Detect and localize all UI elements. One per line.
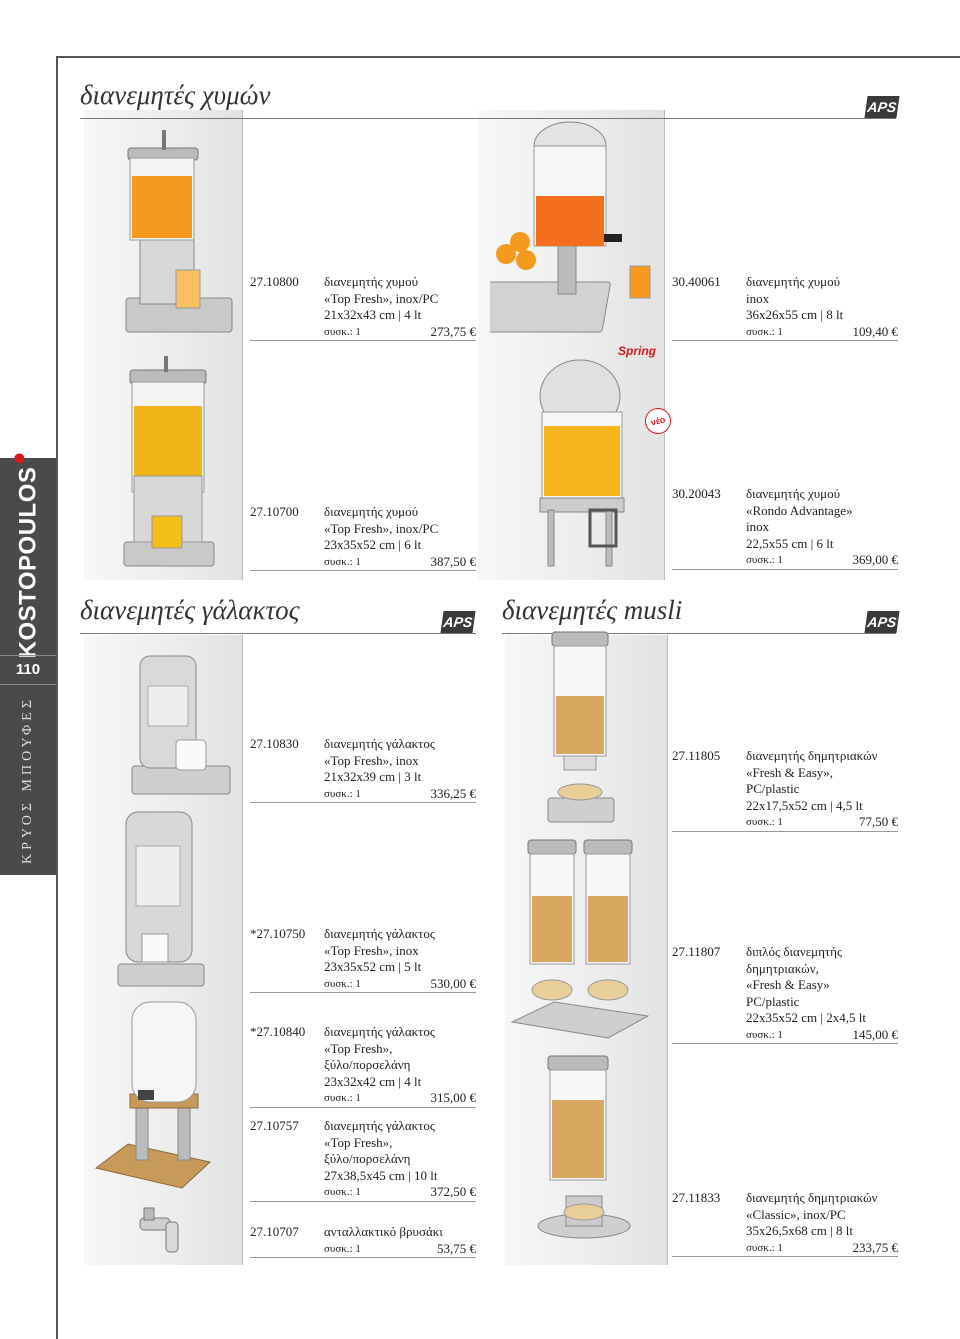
product-name: διανεμητής χυμού bbox=[746, 274, 841, 289]
juice-dispenser-6lt-image bbox=[120, 356, 220, 570]
section-title-juice: διανεμητές χυμών bbox=[80, 80, 271, 110]
pack-label: συσκ.: 1 bbox=[324, 1092, 361, 1104]
product-code: 27.10830 bbox=[250, 736, 299, 751]
product-code: 27.10700 bbox=[250, 504, 299, 519]
milk-dispenser-3lt-image bbox=[126, 636, 236, 800]
new-badge: νέο bbox=[642, 405, 674, 437]
product-detail: 22x35x52 cm | 2x4,5 lt bbox=[746, 1010, 866, 1025]
divider-v bbox=[242, 635, 243, 1265]
product-detail: ξύλο/πορσελάνη bbox=[324, 1057, 411, 1072]
pack-label: συσκ.: 1 bbox=[746, 816, 783, 828]
product-detail: 23x32x42 cm | 4 lt bbox=[324, 1073, 422, 1089]
product-detail: 36x26x55 cm | 8 lt bbox=[746, 307, 844, 322]
product-price: 273,75 € bbox=[430, 323, 476, 339]
product-name: διανεμητής δημητριακών bbox=[746, 748, 878, 763]
product-code: 27.11805 bbox=[672, 748, 721, 763]
pack-label: συσκ.: 1 bbox=[324, 325, 361, 338]
product-price: 369,00 € bbox=[852, 552, 898, 567]
replacement-tap-image bbox=[136, 1206, 186, 1256]
product-name: διανεμητής χυμού bbox=[324, 274, 419, 289]
product-detail: «Top Fresh», inox/PC bbox=[324, 290, 439, 306]
product-entry bbox=[672, 1190, 898, 1257]
product-detail: δημητριακών, bbox=[746, 960, 819, 976]
cereal-dispenser-single-image bbox=[538, 628, 622, 828]
rondo-juice-dispenser-image bbox=[526, 356, 634, 570]
product-code: 27.10757 bbox=[250, 1118, 299, 1133]
pack-label: συσκ.: 1 bbox=[746, 1028, 783, 1041]
product-detail: «Top Fresh», inox bbox=[324, 942, 419, 958]
product-name: διανεμητής χυμού bbox=[746, 486, 841, 501]
juice-dispenser-8lt-image bbox=[490, 116, 660, 338]
product-price: 530,00 € bbox=[430, 975, 476, 991]
product-entry bbox=[250, 504, 476, 571]
product-entry bbox=[250, 1224, 476, 1258]
product-entry bbox=[672, 944, 898, 1044]
product-detail: PC/plastic bbox=[746, 781, 800, 796]
pack-label: συσκ.: 1 bbox=[324, 555, 361, 568]
section-title-musli: διανεμητές musli bbox=[502, 595, 683, 625]
product-price: 145,00 € bbox=[852, 1026, 898, 1042]
brand-logo: KOSTOPOULOS bbox=[0, 458, 56, 654]
product-name: διανεμητής γάλακτος bbox=[324, 926, 436, 941]
product-code: 30.20043 bbox=[672, 486, 721, 501]
pack-label: συσκ.: 1 bbox=[746, 325, 783, 338]
product-code: 30.40061 bbox=[672, 274, 721, 289]
product-detail: 22,5x55 cm | 6 lt bbox=[746, 535, 834, 551]
product-name: διπλός διανεμητής bbox=[746, 944, 843, 959]
product-price: 77,50 € bbox=[859, 814, 898, 829]
product-name: διανεμητής γάλακτος bbox=[324, 1118, 436, 1133]
product-name: διανεμητής χυμού bbox=[324, 504, 419, 519]
juice-dispenser-4lt-image bbox=[118, 128, 240, 338]
product-price: 336,25 € bbox=[430, 785, 476, 801]
product-entry bbox=[672, 486, 898, 570]
product-code: *27.10750 bbox=[250, 926, 306, 941]
product-detail: 21x32x39 cm | 3 lt bbox=[324, 769, 422, 784]
product-entry bbox=[250, 274, 476, 341]
product-detail: 22x17,5x52 cm | 4,5 lt bbox=[746, 797, 863, 813]
divider-v bbox=[667, 635, 668, 1265]
product-code: 27.11807 bbox=[672, 944, 721, 959]
title-rule bbox=[80, 118, 896, 119]
product-price: 315,00 € bbox=[430, 1090, 476, 1105]
cereal-dispenser-classic-image bbox=[530, 1046, 640, 1242]
product-detail: 23x35x52 cm | 5 lt bbox=[324, 959, 422, 974]
divider-v bbox=[664, 110, 665, 580]
pack-label: συσκ.: 1 bbox=[746, 554, 783, 566]
product-detail: «Top Fresh», inox/PC bbox=[324, 520, 439, 536]
pack-label: συσκ.: 1 bbox=[324, 787, 361, 800]
product-detail: «Classic», inox/PC bbox=[746, 1206, 846, 1222]
milk-dispenser-5lt-image bbox=[116, 806, 206, 990]
product-price: 372,50 € bbox=[430, 1184, 476, 1199]
product-detail: 21x32x43 cm | 4 lt bbox=[324, 307, 422, 322]
product-entry bbox=[250, 926, 476, 993]
spring-logo: Spring bbox=[618, 344, 656, 358]
product-detail: «Top Fresh», bbox=[324, 1040, 393, 1056]
product-code: 27.10707 bbox=[250, 1224, 299, 1239]
product-entry bbox=[672, 274, 898, 341]
title-rule bbox=[80, 633, 476, 634]
section-title-milk: διανεμητές γάλακτος bbox=[80, 595, 300, 625]
aps-logo: APS bbox=[864, 611, 899, 633]
product-detail: inox bbox=[746, 290, 770, 306]
product-name: διανεμητής γάλακτος bbox=[324, 736, 436, 751]
product-detail: inox bbox=[746, 519, 770, 534]
product-entry bbox=[672, 748, 898, 832]
cereal-dispenser-double-image bbox=[508, 836, 652, 1046]
product-entry bbox=[250, 1118, 476, 1202]
product-detail: ξύλο/πορσελάνη bbox=[324, 1151, 411, 1166]
product-code: 27.11833 bbox=[672, 1190, 721, 1205]
product-detail: «Rondo Advantage» bbox=[746, 502, 853, 518]
product-detail: «Top Fresh», bbox=[324, 1134, 393, 1150]
product-detail: 23x35x52 cm | 6 lt bbox=[324, 537, 422, 552]
product-detail: «Fresh & Easy» bbox=[746, 977, 830, 992]
product-entry bbox=[250, 1024, 476, 1108]
product-price: 233,75 € bbox=[852, 1239, 898, 1255]
product-detail: «Fresh & Easy», bbox=[746, 764, 834, 780]
product-code: *27.10840 bbox=[250, 1024, 306, 1039]
section-label: ΚΡΥΟΣ ΜΠΟΥΦΕΣ bbox=[20, 695, 36, 864]
product-price: 109,40 € bbox=[852, 323, 898, 339]
aps-logo: APS bbox=[440, 611, 475, 633]
pack-label: συσκ.: 1 bbox=[324, 1242, 361, 1255]
product-name: ανταλλακτικό βρυσάκι bbox=[324, 1224, 443, 1239]
product-detail: 35x26,5x68 cm | 8 lt bbox=[746, 1223, 853, 1238]
pack-label: συσκ.: 1 bbox=[746, 1241, 783, 1254]
divider-v bbox=[242, 110, 243, 580]
product-code: 27.10800 bbox=[250, 274, 299, 289]
product-name: διανεμητής δημητριακών bbox=[746, 1190, 878, 1205]
product-price: 387,50 € bbox=[430, 553, 476, 569]
page-number: 110 bbox=[0, 655, 56, 685]
pack-label: συσκ.: 1 bbox=[324, 977, 361, 990]
product-detail: 27x38,5x45 cm | 10 lt bbox=[324, 1167, 438, 1183]
product-detail: «Top Fresh», inox bbox=[324, 752, 419, 768]
milk-dispenser-porcelain-image bbox=[92, 996, 216, 1196]
aps-logo: APS bbox=[864, 96, 899, 118]
product-entry bbox=[250, 736, 476, 803]
product-detail: PC/plastic bbox=[746, 993, 800, 1009]
product-name: διανεμητής γάλακτος bbox=[324, 1024, 436, 1039]
product-price: 53,75 € bbox=[437, 1240, 476, 1256]
pack-label: συσκ.: 1 bbox=[324, 1186, 361, 1198]
